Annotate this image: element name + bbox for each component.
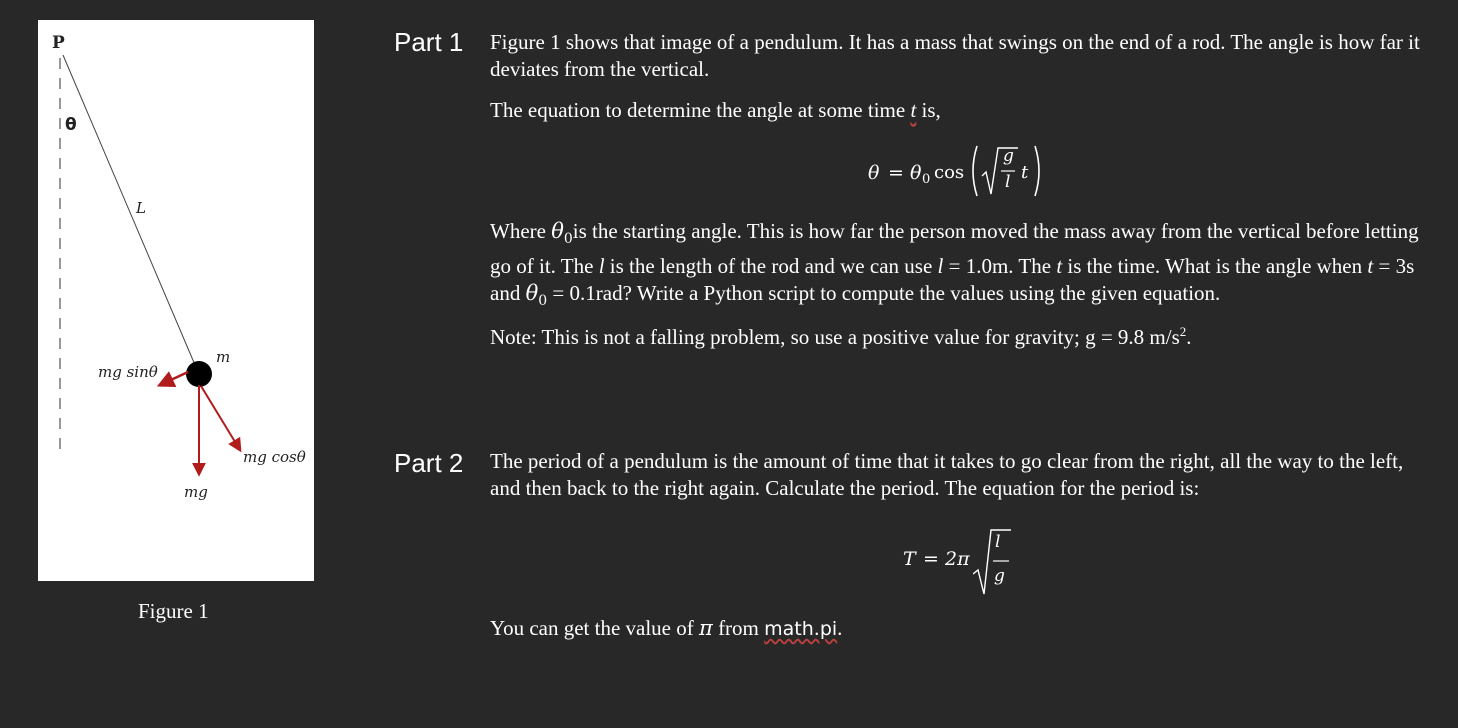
note-sup: 2 [1179, 324, 1187, 339]
angle-label: θ [65, 115, 77, 135]
where-theta0: θ [551, 219, 564, 243]
pi-symbol: π [699, 616, 713, 640]
where-text-1: Where [490, 219, 552, 243]
eq2-radical [973, 528, 1013, 598]
part1-intro: Figure 1 shows that image of a pendulum. It has a mass that swings on the end of a rod. The angle is how far it deviates from the vertical. [490, 30, 1420, 81]
part2-label: Part 2 [394, 448, 464, 478]
pi-text-2: from [712, 616, 765, 640]
part1-where-paragraph [490, 218, 1430, 315]
where-l: l [598, 254, 605, 279]
eq-lead-var: t [910, 98, 917, 122]
eq2-den-g: g [994, 566, 1005, 586]
where-text-5: is the time. What is the angle when [1062, 254, 1368, 279]
eq1-den-l: l [1005, 172, 1011, 192]
normal-force-arrow [201, 386, 240, 450]
tangential-force-arrow [160, 372, 188, 385]
where-text-2: is the starting angle. This is how far the person moved the mass away from the vertical before letting go of it. The [490, 219, 1419, 279]
pendulum-figure [38, 20, 314, 581]
where-t: t [1056, 254, 1063, 279]
eq-lead-suffix: is, [916, 98, 941, 122]
where-sub0: 0 [563, 231, 573, 248]
weight-label: mg [184, 483, 208, 501]
where-sub0b: 0 [538, 293, 548, 310]
eq2-equals: = [923, 548, 939, 570]
note-text-2: . [1186, 325, 1192, 349]
where-l2: l [937, 254, 944, 279]
part2-intro: The period of a pendulum is the amount of time that it takes to go clear from the right, all the way to the left, and then back to the right again. Calculate the period. The equation for the period is: [490, 449, 1404, 500]
where-text-6: = 3s and [490, 254, 1415, 306]
pendulum-rod [63, 55, 198, 372]
eq2-lhs: T [903, 548, 916, 570]
normal-force-label: mg cosθ [243, 448, 306, 466]
part2-pi-note [490, 615, 1430, 643]
pivot-label: P [52, 33, 65, 53]
eq1-lhs: θ [868, 162, 880, 184]
angle-equation [868, 140, 1048, 200]
where-t2: t [1367, 254, 1374, 279]
where-text-4: = 1.0m. The [943, 254, 1057, 279]
figure-caption: Figure 1 [138, 599, 209, 623]
eq1-num-g: g [1003, 146, 1014, 166]
eq1-sub0: 0 [922, 172, 931, 187]
tangential-force-label: mg sinθ [98, 363, 158, 381]
part1-equation-lead [490, 97, 1430, 124]
pendulum-diagram [38, 20, 314, 581]
period-equation [903, 528, 1023, 598]
pi-text-1: You can get the value of [490, 616, 699, 640]
eq1-t: t [1021, 162, 1029, 183]
mass-label: m [216, 348, 231, 366]
part1-label: Part 1 [394, 27, 464, 57]
length-label: L [136, 199, 146, 217]
eq1-cos: cos [934, 162, 965, 183]
eq2-coef: 2π [945, 548, 970, 570]
where-theta0b: θ [525, 281, 539, 306]
pi-code: math.pi [764, 618, 838, 640]
where-text-7: = 0.1rad? Write a Python script to compute the values using the given equation. [547, 281, 1221, 306]
part1-note [490, 318, 1430, 351]
where-text-3: is the length of the rod and we can use [604, 254, 938, 279]
note-text-1: Note: This is not a falling problem, so use a positive value for gravity; g = 9.8 m/s [490, 325, 1180, 349]
eq1-equals: = [888, 162, 904, 184]
eq2-num-l: l [995, 532, 1001, 552]
pendulum-bob [186, 361, 212, 387]
eq1-theta0: θ [910, 162, 922, 184]
eq-lead-prefix: The equation to determine the angle at some time [490, 98, 911, 122]
pi-text-3: . [837, 616, 843, 640]
